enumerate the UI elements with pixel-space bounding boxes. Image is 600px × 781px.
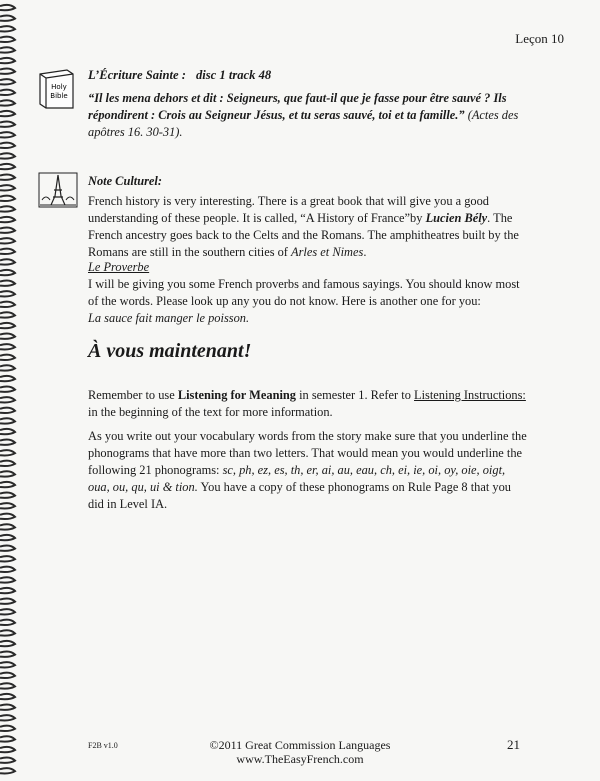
- spiral-binding: [0, 0, 22, 781]
- lesson-header: Leçon 10: [515, 31, 564, 46]
- proverb-section: [88, 259, 528, 310]
- phonogram-paragraph: As you write out your vocabulary words from the story make sure that you underline the phonograms that have more than two letters. That would mean you would underline the following 21 phonograms: sc, ph, ez, es, th, er, ai, au, eau, ch, ei, ie, oi, oy, oie, oigt, oua, ou, qu, ui & tion. You have a copy of these phonograms on Rule Page 8 that you did in Level IA.: [88, 429, 527, 511]
- page-number: 21: [507, 737, 520, 752]
- website: www.TheEasyFrench.com: [236, 752, 364, 766]
- proverb-text: I will be giving you some French proverbs and famous sayings. You should know most of the words. Please look up any you do not know. Here is another one for you:: [88, 277, 520, 308]
- copyright: ©2011 Great Commission Languages: [209, 738, 391, 752]
- proverb-saying: La sauce fait manger le poisson.: [88, 311, 250, 325]
- scripture-quote: “Il les mena dehors et dit : Seigneurs, que faut-il que je fasse pour être sauvé ? Ils répondirent : Crois au Seigneur Jésus, et tu seras sauvé, toi et ta famille.” (Actes des apôtres 16. 30-31).: [88, 91, 519, 139]
- version-label: F2B v1.0: [88, 741, 118, 750]
- culture-title: Note Culturel:: [88, 174, 163, 188]
- svg-text:Holy: Holy: [51, 83, 67, 91]
- svg-text:Bible: Bible: [50, 92, 68, 100]
- listening-paragraph: Remember to use Listening for Meaning in semester 1. Refer to Listening Instructions: in the beginning of the text for more information.: [88, 388, 526, 419]
- culture-paragraph: French history is very interesting. There is a great book that will give you a good understanding of these people. It is called, “A History of France”by Lucien Bély. The French ancestry goes back to the Celts and the Romans. The amphitheatres built by the Romans are still in the southern cities of Arles et Nimes.: [88, 194, 519, 259]
- section-heading: À vous maintenant!: [88, 340, 252, 362]
- bible-icon: [37, 68, 75, 110]
- proverb-title: Le Proverbe: [88, 260, 150, 274]
- scripture-title: L’Écriture Sainte : disc 1 track 48: [88, 68, 272, 82]
- eiffel-tower-icon: [38, 172, 78, 208]
